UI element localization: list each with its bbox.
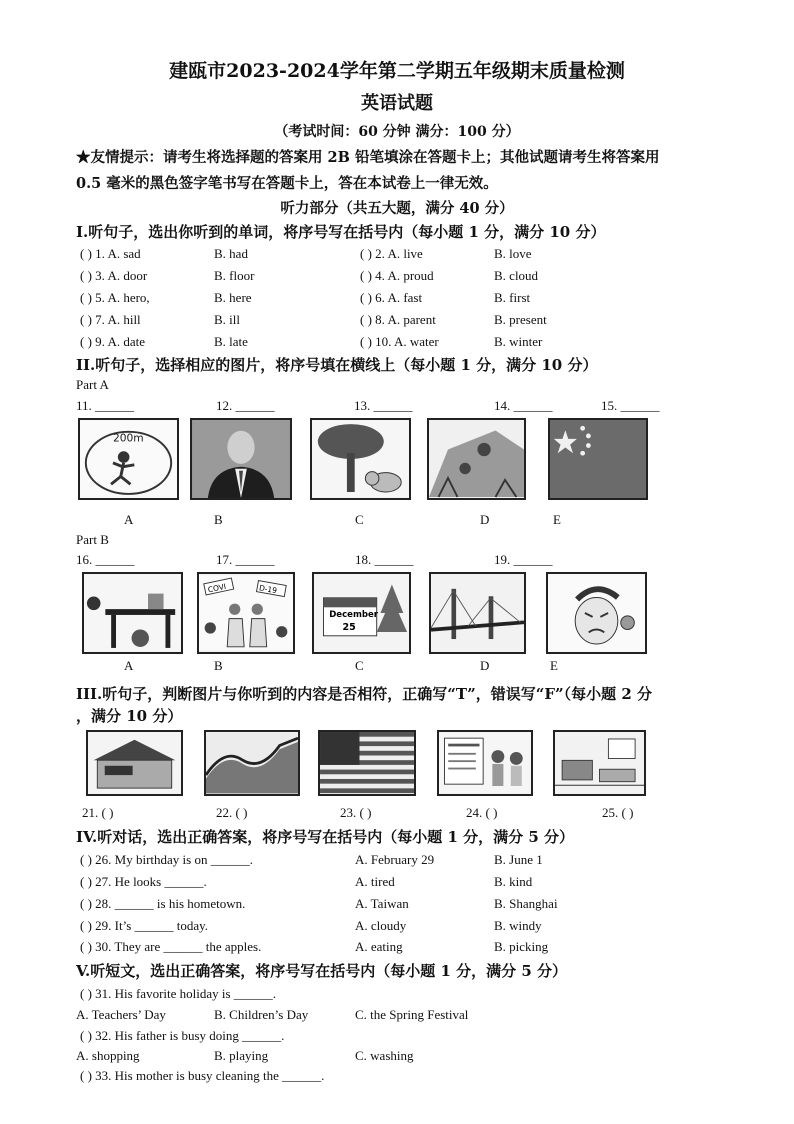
q31-option-c: C. the Spring Festival (355, 1007, 469, 1022)
great-wall-picture (204, 730, 300, 796)
running-200m-picture (78, 418, 179, 500)
question-9-option-b: B. late (214, 334, 248, 349)
question-29-option-b: B. windy (494, 918, 542, 933)
picture-text-200m: 200m (112, 431, 144, 445)
question-6-option-b: B. first (494, 290, 531, 305)
question-32: ( ) 32. His father is busy doing ______. (80, 1028, 285, 1043)
judge-blank-22: 22. ( ) (216, 805, 248, 820)
question-26-option-a: A. February 29 (355, 852, 435, 867)
question-3-option-b: B. floor (214, 268, 255, 283)
students-poster-picture (437, 730, 533, 796)
judge-blank-25: 25. ( ) (602, 805, 634, 820)
notice-line-2: 0.5 毫米的黑色签字笔书写在答题卡上，答在本试卷上一律无效。 (76, 175, 498, 192)
question-5-option-a: ( ) 5. A. hero, (80, 290, 150, 305)
museum-picture (86, 730, 183, 796)
question-10-option-a: ( ) 10. A. water (360, 334, 439, 349)
bridge-picture (429, 572, 526, 654)
part-a-blank-12: 12. ______ (216, 398, 275, 413)
part-a-letter-a: A (124, 512, 134, 527)
judge-blank-24: 24. ( ) (466, 805, 498, 820)
part-b-label: Part B (76, 532, 109, 547)
listening-part-heading: 听力部分（共五大题，满分 40 分） (280, 200, 514, 217)
question-8-option-b: B. present (494, 312, 547, 327)
question-7-option-a: ( ) 7. A. hill (80, 312, 141, 327)
exam-info: （考试时间：60 分钟 满分：100 分） (274, 124, 520, 140)
part-b-blank-17: 17. ______ (216, 552, 275, 567)
part-b-letter-a: A (124, 658, 134, 673)
question-2-option-b: B. love (494, 246, 532, 261)
part-b-blank-19: 19. ______ (494, 552, 553, 567)
judge-blank-23: 23. ( ) (340, 805, 372, 820)
part-b-letter-c: C (355, 658, 364, 673)
q31-option-b: B. Children’s Day (214, 1007, 309, 1022)
picture-text-covid-2: D-19 (258, 583, 278, 596)
question-4-option-a: ( ) 4. A. proud (360, 268, 434, 283)
angry-boy-picture (546, 572, 647, 654)
calendar-month-text: December (329, 609, 378, 620)
exam-subtitle: 英语试题 (361, 93, 433, 114)
question-7-option-b: B. ill (214, 312, 241, 327)
judge-blank-21: 21. ( ) (82, 805, 114, 820)
part-a-letter-e: E (553, 512, 561, 527)
question-2-option-a: ( ) 2. A. live (360, 246, 423, 261)
q32-option-c: C. washing (355, 1048, 414, 1063)
section-5-heading: V.听短文，选出正确答案，将序号写在括号内（每小题 1 分，满分 5 分） (76, 962, 568, 980)
question-30-option-a: A. eating (355, 939, 403, 954)
question-30: ( ) 30. They are ______ the apples. (80, 939, 262, 954)
question-28-option-a: A. Taiwan (355, 896, 409, 911)
part-b-blank-16: 16. ______ (76, 552, 135, 567)
part-b-letter-b: B (214, 658, 223, 673)
question-33: ( ) 33. His mother is busy cleaning the ______. (80, 1068, 325, 1083)
question-3-option-a: ( ) 3. A. door (80, 268, 148, 283)
exam-title: 建瓯市2023-2024学年第二学期五年级期末质量检测 (169, 60, 625, 82)
part-a-letter-d: D (480, 512, 490, 527)
monkeys-mountain-picture (427, 418, 526, 500)
man-portrait-picture (190, 418, 292, 500)
question-31: ( ) 31. His favorite holiday is ______. (80, 986, 277, 1001)
notice-line-1: ★友情提示：请考生将选择题的答案用 2B 铅笔填涂在答题卡上；其他试题请考生将答案用 (76, 149, 660, 166)
part-b-letter-d: D (480, 658, 490, 673)
question-1-option-a: ( ) 1. A. sad (80, 246, 141, 261)
chinese-flag-picture (548, 418, 648, 500)
part-b-letter-e: E (550, 658, 558, 673)
part-a-blank-15: 15. ______ (601, 398, 660, 413)
section-3-heading-line-1: III.听句子，判断图片与你听到的内容是否相符，正确写“T”，错误写“F”（每小题 2 分 (76, 685, 652, 703)
question-30-option-b: B. picking (494, 939, 549, 954)
calendar-day-text: 25 (342, 622, 356, 634)
section-2-heading: II.听句子，选择相应的图片，将序号填在横线上（每小题 1 分，满分 10 分） (76, 356, 598, 374)
section-1-heading: I.听句子，选出你听到的单词，将序号写在括号内（每小题 1 分，满分 10 分） (76, 223, 606, 241)
section-4-heading: IV.听对话，选出正确答案，将序号写在括号内（每小题 1 分，满分 5 分） (76, 828, 575, 846)
part-a-letter-b: B (214, 512, 223, 527)
tree-elephant-picture (310, 418, 411, 500)
question-28: ( ) 28. ______ is his hometown. (80, 896, 246, 911)
question-28-option-b: B. Shanghai (494, 896, 558, 911)
question-27: ( ) 27. He looks ______. (80, 874, 207, 889)
question-8-option-a: ( ) 8. A. parent (360, 312, 436, 327)
question-10-option-b: B. winter (494, 334, 543, 349)
question-26: ( ) 26. My birthday is on ______. (80, 852, 253, 867)
picture-text-covid-1: COVI (207, 581, 227, 595)
question-1-option-b: B. had (214, 246, 248, 261)
q32-option-a: A. shopping (76, 1048, 140, 1063)
part-a-blank-14: 14. ______ (494, 398, 553, 413)
q31-option-a: A. Teachers’ Day (76, 1007, 166, 1022)
desk-ball-picture (82, 572, 183, 654)
part-a-blank-11: 11. ______ (76, 398, 135, 413)
american-flag-picture (318, 730, 416, 796)
question-4-option-b: B. cloud (494, 268, 539, 283)
question-26-option-b: B. June 1 (494, 852, 543, 867)
part-b-blank-18: 18. ______ (355, 552, 414, 567)
question-29-option-a: A. cloudy (355, 918, 407, 933)
question-5-option-b: B. here (214, 290, 252, 305)
part-a-letter-c: C (355, 512, 364, 527)
question-6-option-a: ( ) 6. A. fast (360, 290, 423, 305)
covid-doctors-picture (197, 572, 295, 654)
section-3-heading-line-2: ，满分 10 分） (76, 707, 183, 725)
q32-option-b: B. playing (214, 1048, 269, 1063)
part-a-blank-13: 13. ______ (354, 398, 413, 413)
question-9-option-a: ( ) 9. A. date (80, 334, 145, 349)
christmas-calendar-picture (312, 572, 411, 654)
question-29: ( ) 29. It’s ______ today. (80, 918, 209, 933)
living-room-picture (553, 730, 646, 796)
question-27-option-b: B. kind (494, 874, 533, 889)
question-27-option-a: A. tired (355, 874, 395, 889)
part-a-label: Part A (76, 377, 109, 392)
